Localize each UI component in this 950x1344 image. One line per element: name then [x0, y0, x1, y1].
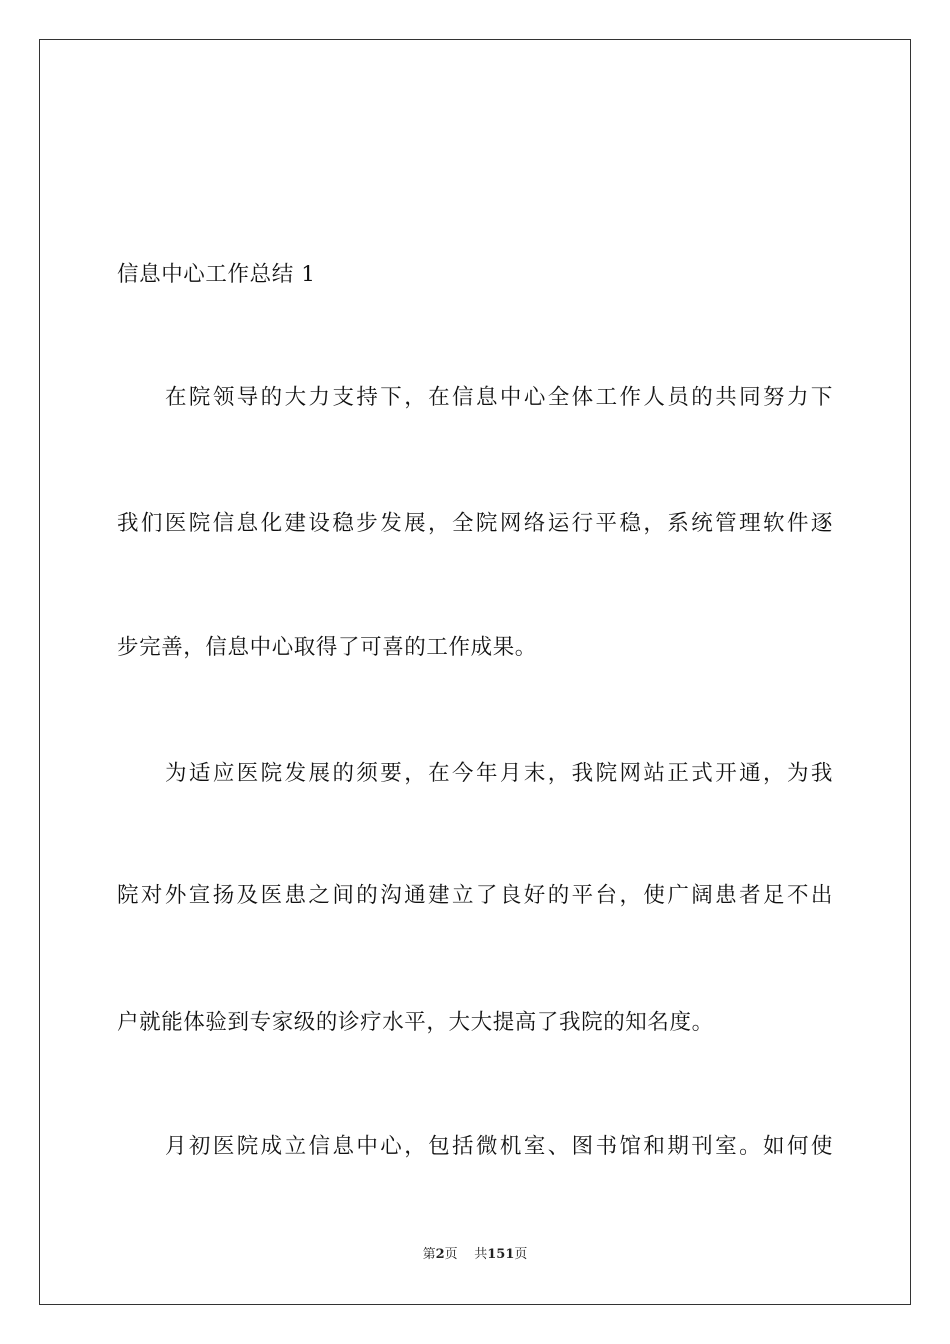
footer-page-number: 2 [435, 1247, 445, 1262]
footer-total-prefix: 共 [474, 1247, 488, 1262]
footer-page-suffix: 页 [444, 1247, 458, 1262]
paragraph-2-line-2: 院对外宣扬及医患之间的沟通建立了良好的平台，使广阔患者足不出 [117, 883, 833, 908]
page-footer [0, 1246, 950, 1264]
footer-total-pages: 151 [487, 1247, 515, 1262]
footer-total-suffix: 页 [514, 1247, 528, 1262]
paragraph-1-line-3: 步完善，信息中心取得了可喜的工作成果。 [117, 635, 537, 660]
paragraph-2-line-1: 为适应医院发展的须要，在今年月末，我院网站正式开通，为我 [165, 761, 833, 786]
page-border [39, 39, 911, 1305]
paragraph-2-line-3: 户就能体验到专家级的诊疗水平，大大提高了我院的知名度。 [117, 1010, 714, 1035]
paragraph-1-line-1: 在院领导的大力支持下，在信息中心全体工作人员的共同努力下 [165, 385, 833, 410]
footer-page-prefix: 第 [422, 1247, 436, 1262]
paragraph-1-line-2: 我们医院信息化建设稳步发展，全院网络运行平稳，系统管理软件逐 [117, 511, 833, 536]
document-title: 信息中心工作总结 1 [117, 262, 316, 287]
paragraph-3-line-1: 月初医院成立信息中心，包括微机室、图书馆和期刊室。如何使 [165, 1134, 833, 1159]
